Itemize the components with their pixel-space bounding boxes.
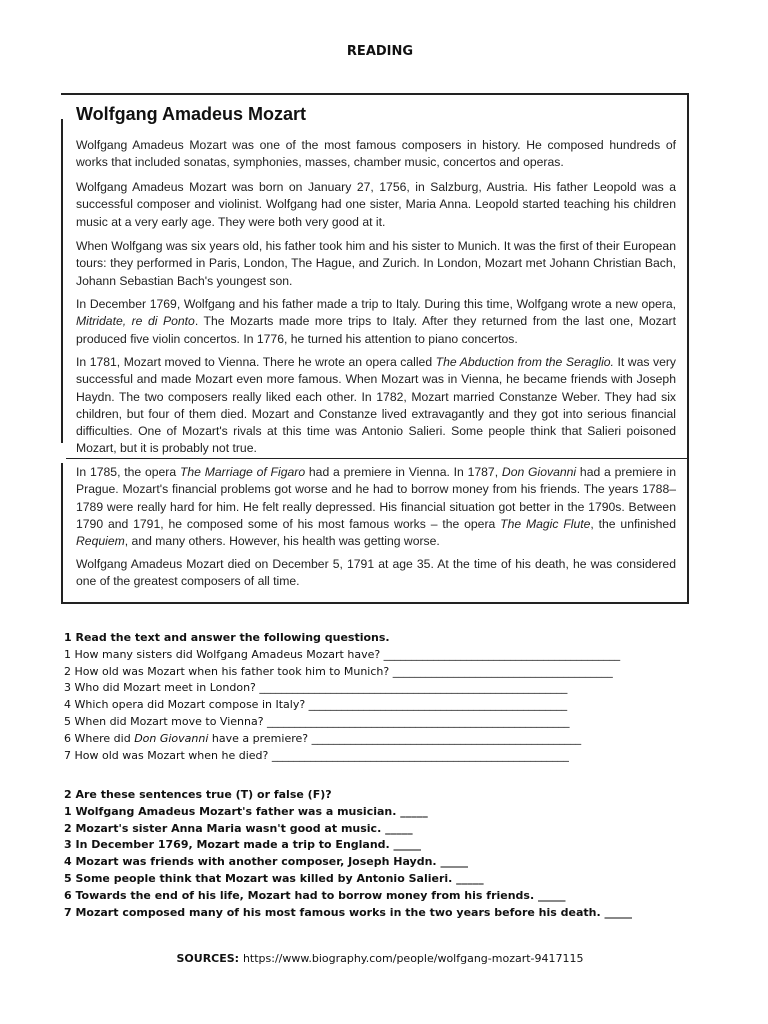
exercise-2 [64,787,704,921]
article-title: Wolfgang Amadeus Mozart [76,104,307,124]
statement-2: 2 Mozart's sister Anna Maria wasn't good at music. _____ [64,821,413,835]
exercise-2-title: 2 Are these sentences true (T) or false (F)? [64,788,332,801]
question-5: 5 When did Mozart move to Vienna? _______________________________________________________ [64,714,570,728]
paragraph-5: In 1781, Mozart moved to Vienna. There he wrote an opera called The Abduction from the Seraglio. It was very successful and made Mozart even more famous. When Mozart was in Vienna, he became friends with Joseph Haydn. The two composers really liked each other. In 1782, Mozart married Constanze Weber. They had six children, but four of them died. Mozart and Constanze lived extravagantly and they got into serious financial difficulties. One of Mozart's rivals at this time was Antonio Salieri. Some people think that Salieri poisoned Mozart, but it is probably not true. [76,355,677,456]
sources-label: SOURCES: [176,952,240,965]
page-heading: READING [346,44,414,59]
exercise-1-title: 1 Read the text and answer the following questions. [64,631,390,644]
paragraph-7: Wolfgang Amadeus Mozart died on December 5, 1791 at age 35. At the time of his death, he was considered one of the greatest composers of all time. [76,557,676,589]
paragraph-6: In 1785, the opera The Marriage of Figaro had a premiere in Vienna. In 1787, Don Giovanni had a premiere in Prague. Mozart's financial problems got worse and he had to borrow money from his friends. The years 1788–1789 were really hard for him. He felt really depressed. His financial situation got better in the 1790s. Between 1790 and 1791, he composed some of his most famous works – the opera The Magic Flute, the unfinished Requiem, and many others. However, his health was getting worse. [76,465,676,549]
box-gap-lower [61,443,67,463]
paragraph-1: Wolfgang Amadeus Mozart was one of the most famous composers in history. He composed hundreds of works that included sonatas, symphonies, masses, chamber music, concertos and operas. [76,138,676,170]
statement-4: 4 Mozart was friends with another composer, Joseph Haydn. _____ [64,855,468,869]
question-3: 3 Who did Mozart meet in London? ________________________________________________________ [64,681,568,695]
statement-3: 3 In December 1769, Mozart made a trip to England. _____ [64,838,422,852]
statement-7: 7 Mozart composed many of his most famous works in the two years before his death. _____ [64,905,632,919]
article-divider [66,458,688,459]
sources-url[interactable]: https://www.biography.com/people/wolfgang-mozart-9417115 [242,952,584,965]
paragraph-3: When Wolfgang was six years old, his father took him and his sister to Munich. It was the first of their European tours: they performed in Paris, London, The Hague, and Zurich. In London, Mozart met Johann Christian Bach, Johann Sebastian Bach's youngest son. [76,239,676,288]
question-4: 4 Which opera did Mozart compose in Italy? _______________________________________________ [64,698,568,712]
question-7: 7 How old was Mozart when he died? ______________________________________________________ [64,748,569,762]
statement-1: 1 Wolfgang Amadeus Mozart's father was a musician. _____ [64,804,428,818]
statement-5: 5 Some people think that Mozart was killed by Antonio Salieri. _____ [64,871,484,885]
statement-6: 6 Towards the end of his life, Mozart had to borrow money from his friends. _____ [64,888,566,902]
paragraph-2: Wolfgang Amadeus Mozart was born on January 27, 1756, in Salzburg, Austria. His father Leopold was a successful composer and violinist. Wolfgang had one sister, Maria Anna. Leopold started teaching his children music at a very early age. They were both very good at it. [76,180,676,229]
sources-line [0,952,760,965]
question-1: 1 How many sisters did Wolfgang Amadeus Mozart have? ___________________________________________ [64,647,621,661]
exercise-1 [64,630,704,764]
box-gap [61,95,67,119]
paragraph-4: In December 1769, Wolfgang and his father made a trip to Italy. During this time, Wolfgang wrote a new opera, Mitridate, re di Ponto. The Mozarts made more trips to Italy. After they returned from the last one, Mozart produced five violin concertos. In 1776, he turned his attention to piano concertos. [76,297,676,346]
question-2: 2 How old was Mozart when his father took him to Munich? ________________________________________ [64,664,613,678]
question-6: 6 Where did Don Giovanni have a premiere? _________________________________________________ [64,731,582,745]
